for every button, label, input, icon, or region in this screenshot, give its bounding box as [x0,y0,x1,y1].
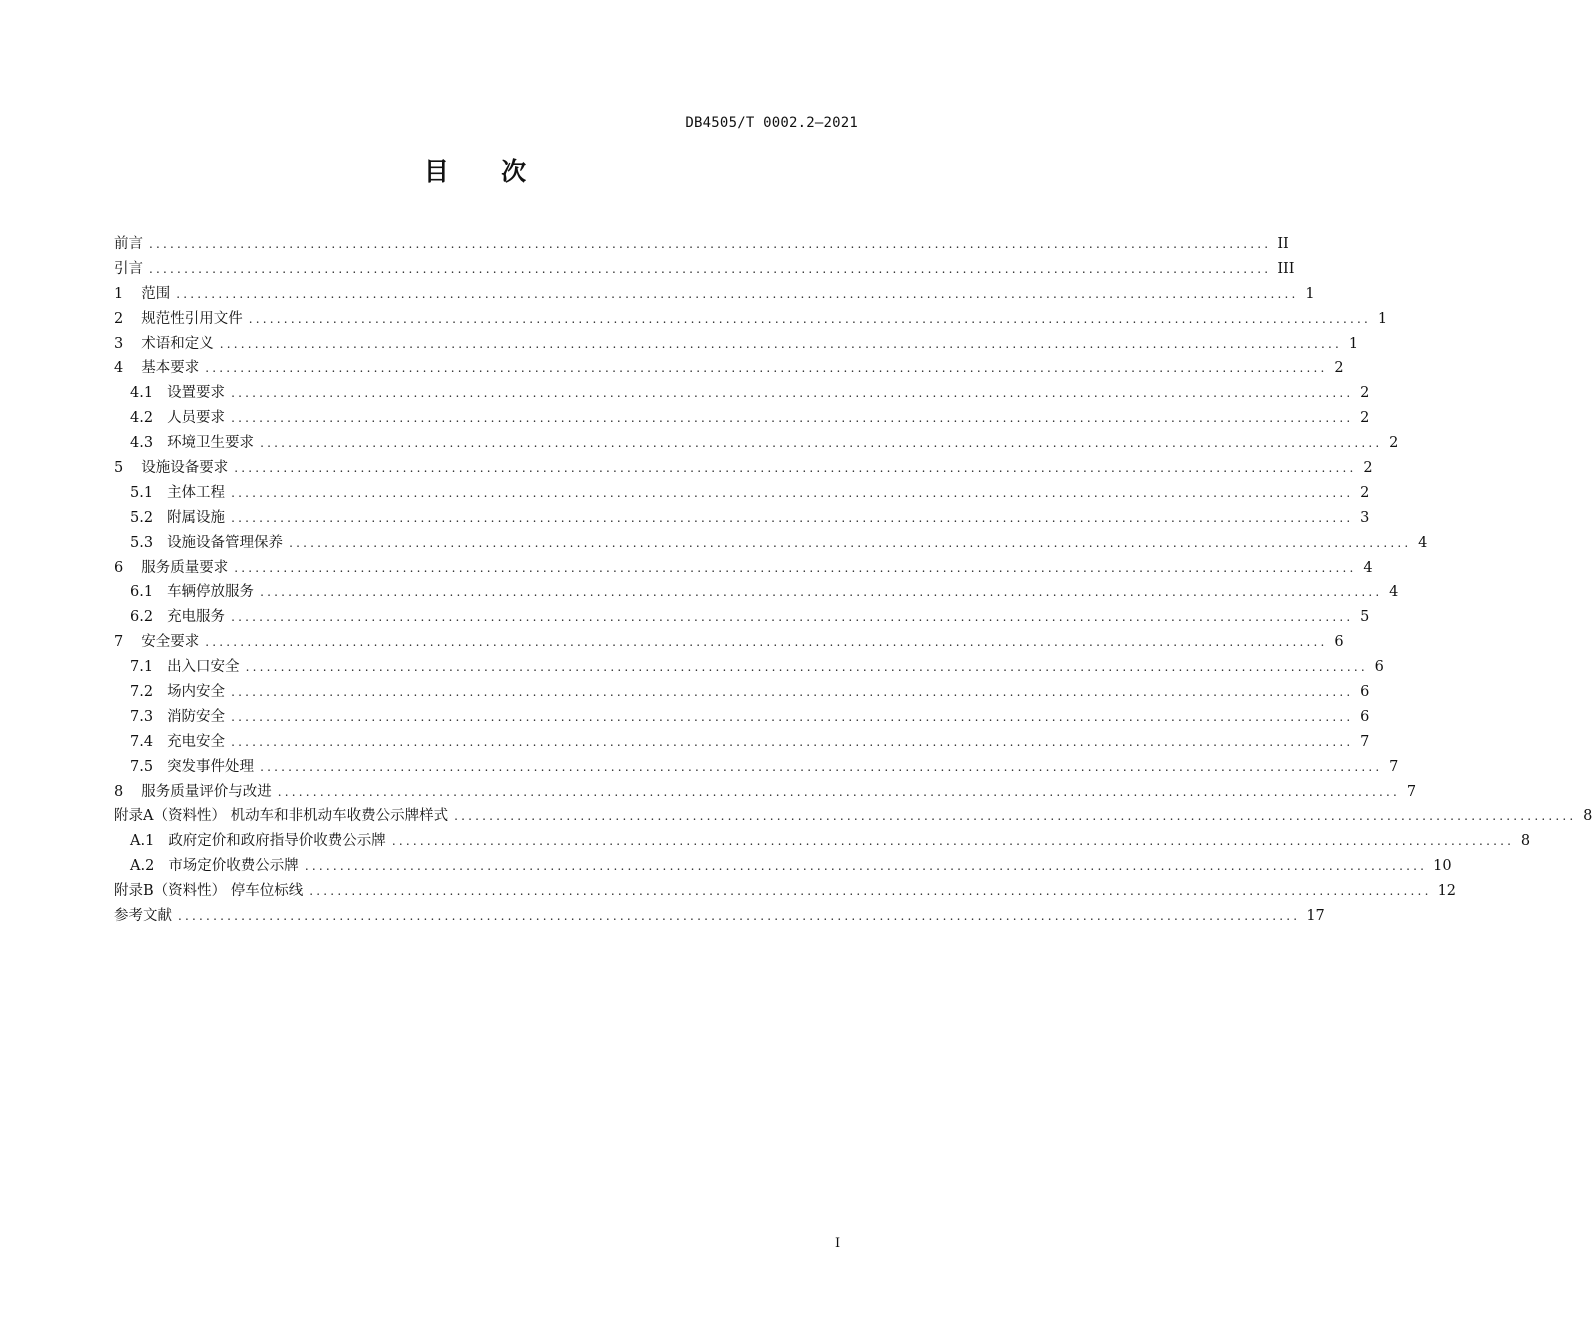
toc-entry-label: 政府定价和政府指导价收费公示牌 [168,833,386,850]
toc-entry-label: 突发事件处理 [167,758,255,775]
toc-entry-page: 10 [1433,858,1452,875]
toc-entry[interactable] [114,307,1388,332]
toc-entry-page: 6 [1360,708,1370,725]
toc-entry-page: 2 [1363,460,1373,477]
toc-entry[interactable] [114,406,1370,431]
toc-entry-label: 引言 [114,260,143,277]
toc-entry-page: 8 [1583,808,1592,825]
toc-entry-number: 2 [114,310,124,327]
toc-entry-page: 7 [1360,733,1370,750]
toc-entry-number: 8 [114,783,124,800]
toc-dot-leader: ................................................................................................................................................................ [219,336,1343,351]
toc-entry-number: 5.1 [130,484,154,501]
toc-entry-label: 服务质量评价与改进 [141,783,272,800]
toc-entry-label: 术语和定义 [141,335,214,352]
toc-entry-label: 设置要求 [167,385,226,402]
toc-entry-label: 市场定价收费公示牌 [168,858,299,875]
toc-entry-page: 8 [1520,833,1531,850]
toc-entry[interactable] [114,755,1399,780]
toc-dot-leader: ................................................................................................................................................................ [178,909,1301,924]
toc-entry-number: A.1 [130,833,155,850]
toc-entry-number: 5 [114,460,124,477]
toc-entry-number: 5.2 [130,509,154,526]
toc-entry-label: 场内安全 [167,684,226,701]
toc-entry-page: 6 [1334,634,1344,651]
toc-entry[interactable] [114,580,1399,605]
toc-dot-leader: ................................................................................................................................................................ [248,311,1372,326]
toc-entry[interactable] [114,531,1428,556]
toc-dot-leader: ................................................................................................................................................................ [245,660,1368,675]
toc-entry[interactable] [114,904,1325,929]
toc-entry-label: 规范性引用文件 [141,310,243,327]
toc-entry[interactable] [114,282,1315,307]
toc-entry-number: 7 [114,634,124,651]
toc-entry-number: A.2 [130,858,155,875]
toc-entry-page: III [1277,260,1295,277]
toc-entry-number: 7.5 [130,758,154,775]
page-title: 目 次 [423,157,527,186]
toc-dot-leader: ................................................................................................................................................................ [231,685,1354,700]
toc-entry-number: 6.2 [130,609,154,626]
table-of-contents [114,232,1592,929]
toc-entry-page: 4 [1363,559,1373,576]
toc-entry[interactable] [114,481,1370,506]
toc-entry[interactable] [114,829,1531,854]
toc-dot-leader: ................................................................................................................................................................ [149,237,1272,251]
toc-entry-page: 6 [1360,684,1370,701]
toc-entry-page: 1 [1348,335,1359,352]
toc-entry-label: 环境卫生要求 [167,435,255,452]
toc-entry-page: 2 [1389,435,1399,452]
toc-entry-label: 车辆停放服务 [167,584,255,601]
toc-dot-leader: ................................................................................................................................................................ [309,884,1432,899]
toc-entry[interactable] [114,506,1370,531]
toc-entry-label: 安全要求 [141,634,200,651]
toc-entry-page: 4 [1389,584,1399,601]
toc-entry-label: 出入口安全 [167,659,240,676]
toc-dot-leader: ................................................................................................................................................................ [231,610,1354,625]
toc-entry-number: 6 [114,559,124,576]
toc-dot-leader: ................................................................................................................................................................ [234,560,1357,575]
toc-entry[interactable] [114,257,1295,282]
toc-dot-leader: ................................................................................................................................................................ [231,411,1354,426]
toc-entry-page: 2 [1360,385,1370,402]
toc-entry-page: 1 [1305,285,1315,302]
document-code: DB4505/T 0002.2—2021 [685,115,858,131]
toc-entry-page: 3 [1360,509,1370,526]
toc-entry[interactable] [114,431,1399,456]
toc-entry-label: 附录B（资料性） 停车位标线 [114,883,304,900]
toc-dot-leader: ................................................................................................................................................................ [304,859,1428,874]
toc-entry-page: 1 [1377,310,1388,327]
toc-entry-number: 7.1 [130,659,154,676]
toc-entry[interactable] [114,705,1370,730]
toc-dot-leader: ................................................................................................................................................................ [231,386,1354,401]
toc-entry[interactable] [114,655,1384,680]
toc-dot-leader: ................................................................................................................................................................ [205,635,1328,650]
toc-entry-number: 7.3 [130,708,154,725]
toc-entry[interactable] [114,730,1370,755]
toc-entry-page: 7 [1406,783,1417,800]
toc-entry[interactable] [114,456,1373,481]
toc-entry-label: 前言 [114,236,143,252]
toc-dot-leader: ................................................................................................................................................................ [289,535,1412,550]
toc-entry-label: 主体工程 [167,484,226,501]
toc-dot-leader: ................................................................................................................................................................ [149,261,1272,276]
toc-entry-number: 6.1 [130,584,154,601]
toc-entry-label: 设施设备管理保养 [167,534,284,551]
toc-entry-page: 5 [1360,609,1370,626]
toc-dot-leader: ................................................................................................................................................................ [205,361,1328,376]
toc-entry-number: 7.2 [130,684,154,701]
toc-entry[interactable] [114,780,1417,805]
toc-entry-label: 范围 [141,285,171,302]
toc-entry-label: 附录A（资料性） 机动车和非机动车收费公示牌样式 [114,808,449,825]
toc-entry-page: 4 [1418,534,1428,551]
toc-entry-number: 4 [114,360,124,377]
toc-dot-leader: ................................................................................................................................................................ [260,585,1383,600]
toc-entry-label: 充电安全 [167,733,226,750]
toc-entry-page: 12 [1437,883,1457,900]
toc-entry-number: 4.3 [130,435,154,452]
toc-entry-number: 4.1 [130,385,154,402]
toc-entry-label: 设施设备要求 [141,460,229,477]
toc-entry[interactable] [114,804,1592,829]
toc-entry-number: 7.4 [130,733,154,750]
toc-dot-leader: ................................................................................................................................................................ [231,510,1354,525]
toc-dot-leader: ................................................................................................................................................................ [277,784,1401,799]
toc-dot-leader: ................................................................................................................................................................ [231,485,1354,500]
toc-entry[interactable] [114,630,1344,655]
toc-entry-label: 充电服务 [167,609,226,626]
toc-entry-page: 7 [1389,758,1399,775]
footer-page-number: I [835,1236,841,1251]
toc-entry-page: 6 [1374,659,1384,676]
toc-entry[interactable] [114,332,1359,357]
toc-entry-label: 基本要求 [141,360,200,377]
toc-entry[interactable] [114,605,1370,630]
toc-dot-leader: ................................................................................................................................................................ [231,709,1354,724]
toc-entry[interactable] [114,356,1344,381]
toc-entry-label: 人员要求 [167,410,226,427]
toc-entry-label: 参考文献 [114,908,172,925]
toc-dot-leader: ................................................................................................................................................................ [231,734,1354,749]
toc-entry[interactable] [114,232,1289,257]
toc-entry-number: 4.2 [130,410,154,427]
toc-entry-page: 2 [1334,360,1344,377]
toc-dot-leader: ................................................................................................................................................................ [391,834,1515,849]
toc-entry-page: 2 [1360,410,1370,427]
toc-entry[interactable] [114,680,1370,705]
toc-dot-leader: ................................................................................................................................................................ [234,461,1357,476]
toc-entry-number: 3 [114,335,124,352]
toc-dot-leader: ................................................................................................................................................................ [260,759,1383,774]
toc-entry-label: 服务质量要求 [141,559,229,576]
toc-entry-page: II [1277,236,1289,252]
toc-entry[interactable] [114,879,1457,904]
toc-dot-leader: ................................................................................................................................................................ [454,809,1577,824]
toc-entry-page: 2 [1360,484,1370,501]
toc-entry[interactable] [114,854,1452,879]
toc-entry-label: 附属设施 [167,509,226,526]
toc-entry-number: 5.3 [130,534,154,551]
toc-entry-page: 17 [1306,908,1325,925]
toc-dot-leader: ................................................................................................................................................................ [176,286,1299,301]
toc-entry[interactable] [114,556,1373,581]
toc-entry-label: 消防安全 [167,708,226,725]
toc-entry[interactable] [114,381,1370,406]
toc-dot-leader: ................................................................................................................................................................ [260,436,1383,451]
toc-entry-number: 1 [114,285,124,302]
